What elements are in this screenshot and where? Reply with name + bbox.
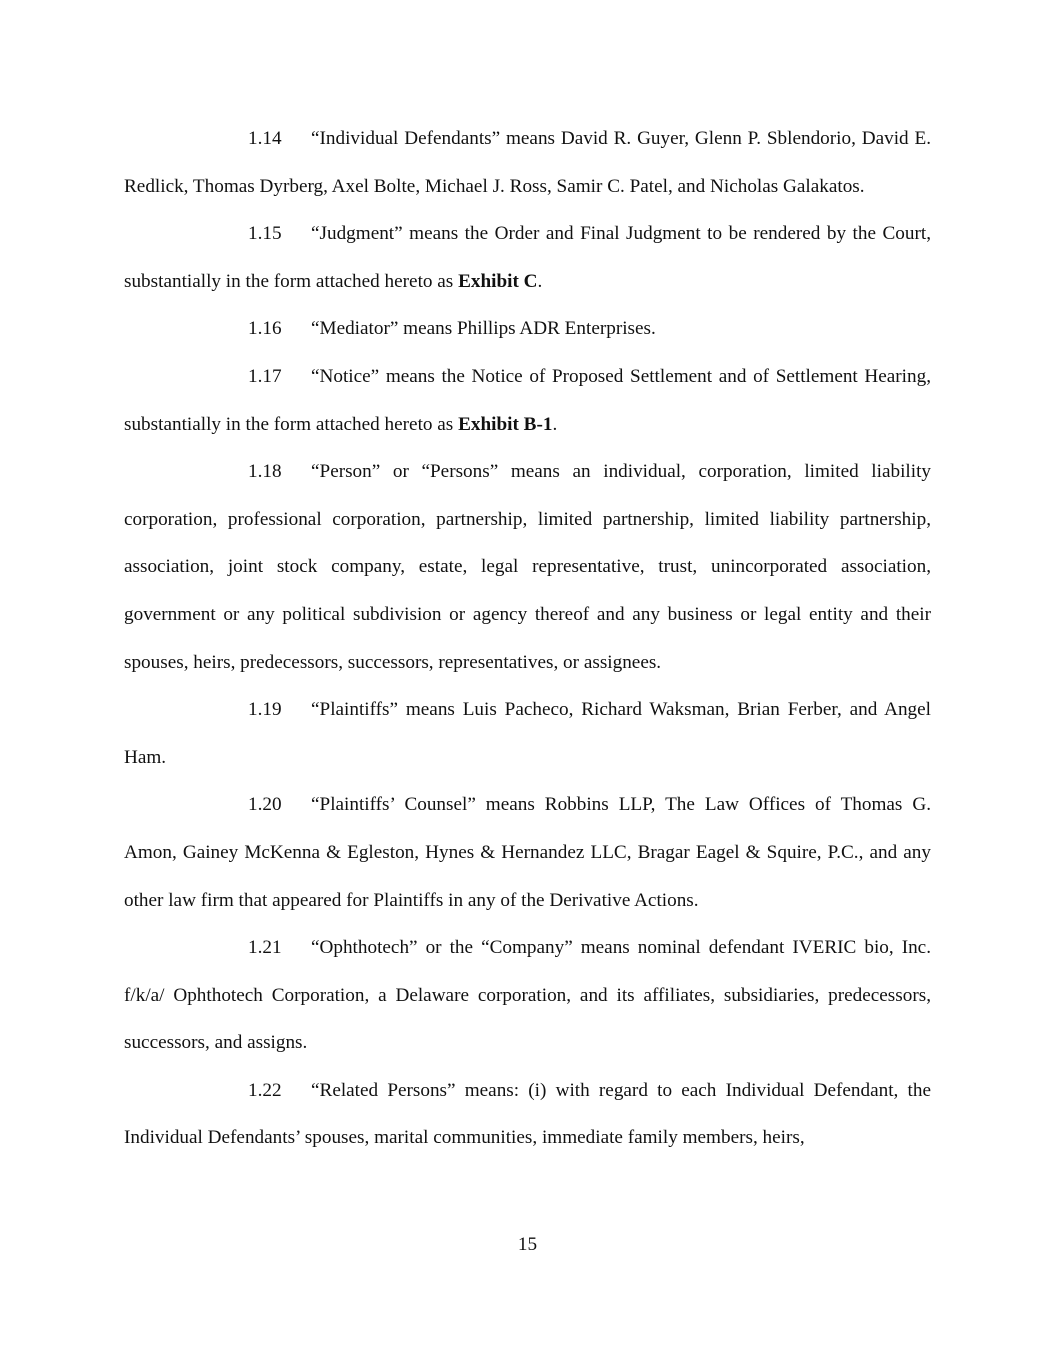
paragraph-text: “Plaintiffs’ Counsel” means Robbins LLP, The Law Offices of Thomas G. Amon, Gainey McKenna & Egleston, Hynes & Hernandez LLC, Bragar Eagel & Squire, P.C., and any other law firm that appeared for Plaintiffs in any of the Derivative Actions. [124,794,931,911]
paragraph-text: “Individual Defendants” means David R. Guyer, Glenn P. Sblendorio, David E. Redlick, Thomas Dyrberg, Axel Bolte, Michael J. Ross, Samir C. Patel, and Nicholas Galakatos. [124,128,931,197]
section-number: 1.15 [248,223,282,245]
definition-paragraph-1-15 [124,210,931,305]
section-number: 1.14 [248,128,282,149]
paragraph-text: “Plaintiffs” means Luis Pacheco, Richard Waksman, Brian Ferber, and Angel Ham. [124,699,931,768]
definition-paragraph-1-19 [124,686,931,781]
definition-paragraph-1-17 [124,353,931,448]
paragraph-text: “Ophthotech” or the “Company” means nominal defendant IVERIC bio, Inc. f/k/a/ Ophthotech Corporation, a Delaware corporation, and its affiliates, subsidiaries, predecessors, successors, and assigns. [124,937,931,1054]
section-number: 1.19 [248,699,282,721]
paragraph-text: “Judgment” means the Order and Final Judgment to be rendered by the Court, substantially in the form attached hereto as [124,223,931,292]
section-number: 1.22 [248,1079,282,1101]
paragraph-text: “Related Persons” means: (i) with regard to each Individual Defendant, the Individual Defendants’ spouses, marital communities, immediate family members, heirs, [124,1079,931,1149]
definition-paragraph-1-21 [124,924,931,1067]
section-number: 1.17 [248,365,282,387]
page-number: 15 [517,1234,538,1255]
definition-paragraph-1-16 [124,305,931,353]
definition-paragraph-1-14 [124,115,931,210]
paragraph-text: “Person” or “Persons” means an individual, corporation, limited liability corporation, professional corporation, partnership, limited partnership, limited liability partnership, association, joint stock company, estate, legal representative, trust, unincorporated association, government or any political subdivision or agency thereof and any business or legal entity and their spouses, heirs, predecessors, successors, representatives, or assignees. [124,461,931,673]
definition-paragraph-1-20 [124,781,931,924]
section-number: 1.21 [248,937,282,959]
document-body [124,115,931,1162]
exhibit-reference: Exhibit C [458,270,538,292]
paragraph-text: “Notice” means the Notice of Proposed Settlement and of Settlement Hearing, substantially in the form attached hereto as [124,365,931,435]
definition-paragraph-1-18 [124,448,931,686]
paragraph-end: . [537,270,543,292]
definition-paragraph-1-22 [124,1067,931,1162]
paragraph-text: “Mediator” means Phillips ADR Enterprises. [311,318,656,340]
section-number: 1.16 [248,318,282,340]
paragraph-end: . [552,413,558,435]
section-number: 1.20 [248,794,282,816]
section-number: 1.18 [248,461,282,483]
exhibit-reference: Exhibit B-1 [458,413,553,435]
